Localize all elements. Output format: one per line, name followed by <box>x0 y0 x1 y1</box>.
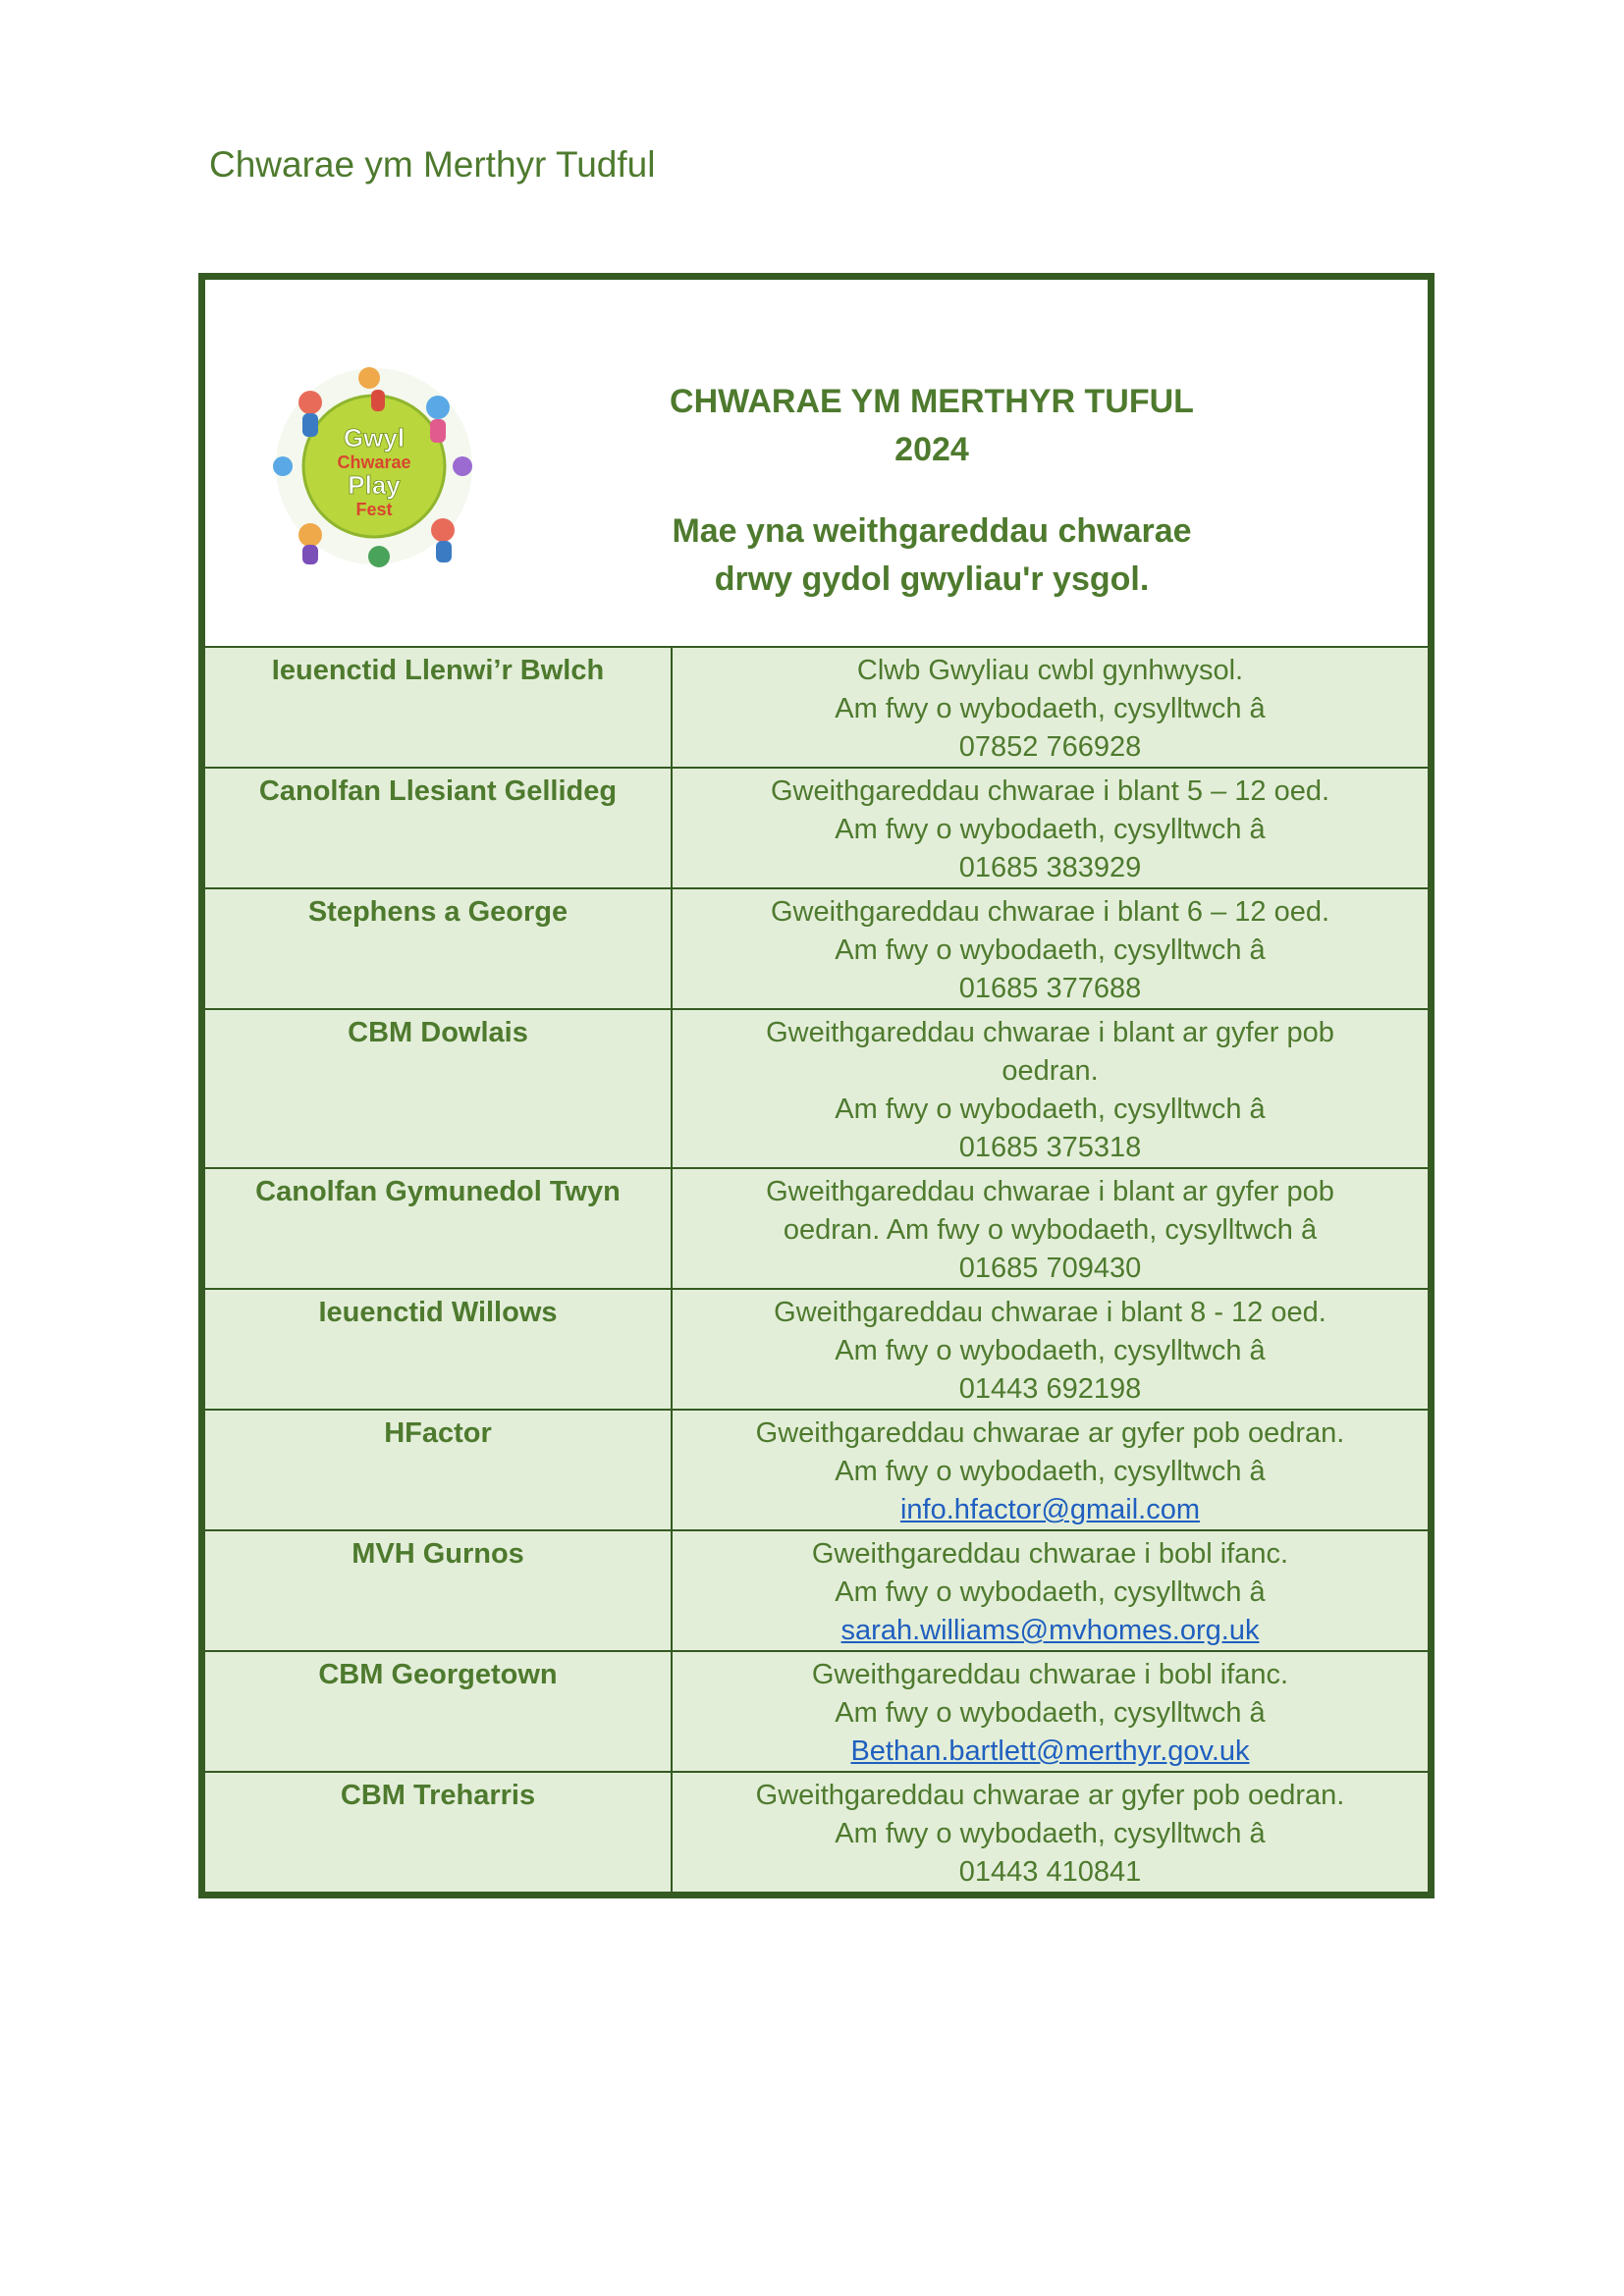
provider-name: Ieuenctid Willows <box>205 1289 672 1410</box>
table-row <box>205 1009 1428 1168</box>
banner-subtitle-line-1: Mae yna weithgareddau chwarae <box>672 512 1192 550</box>
contact-line <box>684 1491 1416 1529</box>
provider-detail-line: Gweithgareddau chwarae i blant 5 – 12 oed. <box>770 775 1330 807</box>
provider-details <box>672 1168 1428 1289</box>
contact-email-link[interactable]: sarah.williams@mvhomes.org.uk <box>840 1615 1260 1646</box>
provider-detail-line: Gweithgareddau chwarae i blant 6 – 12 oed. <box>770 896 1330 928</box>
contact-phone: 01685 377688 <box>958 973 1142 1004</box>
contact-phone: 01685 375318 <box>958 1132 1142 1163</box>
logo-text-fest: Fest <box>355 500 393 519</box>
table-row <box>205 1410 1428 1530</box>
banner-title-line-2: 2024 <box>894 431 969 468</box>
provider-detail-line: Gweithgareddau chwarae i blant ar gyfer pob <box>766 1017 1334 1048</box>
provider-detail-line: Am fwy o wybodaeth, cysylltwch â <box>835 1456 1266 1487</box>
contact-email-link[interactable]: info.hfactor@gmail.com <box>899 1494 1201 1525</box>
provider-name: Canolfan Llesiant Gellideg <box>205 768 672 888</box>
provider-detail-line: Gweithgareddau chwarae i blant ar gyfer pob <box>766 1176 1334 1207</box>
banner-subtitle-line-2: drwy gydol gwyliau'r ysgol. <box>714 561 1150 598</box>
logo-text-chwarae: Chwarae <box>337 453 411 472</box>
provider-detail-line: Gweithgareddau chwarae ar gyfer pob oedran. <box>755 1780 1345 1811</box>
provider-detail-line: oedran. Am fwy o wybodaeth, cysylltwch â <box>783 1214 1318 1246</box>
provider-details <box>672 648 1428 768</box>
provider-details <box>672 1289 1428 1410</box>
banner-title-line-1: CHWARAE YM MERTHYR TUFUL <box>670 383 1194 420</box>
contact-phone: 01685 709430 <box>958 1253 1142 1284</box>
provider-detail-line: Gweithgareddau chwarae i blant 8 - 12 oed. <box>774 1297 1326 1328</box>
contact-email-link[interactable]: Bethan.bartlett@merthyr.gov.uk <box>850 1735 1250 1767</box>
provider-details <box>672 1530 1428 1651</box>
provider-detail-line: Am fwy o wybodaeth, cysylltwch â <box>835 693 1266 724</box>
banner-text <box>667 378 1197 604</box>
provider-detail-line: Am fwy o wybodaeth, cysylltwch â <box>835 1697 1266 1729</box>
table-row <box>205 1651 1428 1772</box>
table-row <box>205 1289 1428 1410</box>
table-row <box>205 1530 1428 1651</box>
provider-name: HFactor <box>205 1410 672 1530</box>
logo-text-play: Play <box>348 470 401 500</box>
document-heading: Chwarae ym Merthyr Tudful <box>209 144 656 185</box>
provider-detail-line: Am fwy o wybodaeth, cysylltwch â <box>835 1576 1266 1608</box>
contact-line <box>684 1733 1416 1771</box>
provider-detail-line: Gweithgareddau chwarae i bobl ifanc. <box>811 1538 1289 1570</box>
table-row <box>205 1772 1428 1892</box>
contact-phone: 01443 692198 <box>958 1373 1142 1405</box>
provider-detail-line: Am fwy o wybodaeth, cysylltwch â <box>835 1818 1266 1849</box>
table-row <box>205 1168 1428 1289</box>
contact-phone: 01443 410841 <box>958 1856 1142 1888</box>
provider-detail-line: Clwb Gwyliau cwbl gynhwysol. <box>856 655 1244 686</box>
table-row <box>205 768 1428 888</box>
provider-details <box>672 1651 1428 1772</box>
provider-name: CBM Georgetown <box>205 1651 672 1772</box>
provider-detail-line: Am fwy o wybodaeth, cysylltwch â <box>835 1335 1266 1366</box>
table-row <box>205 888 1428 1009</box>
providers-table <box>205 648 1428 1892</box>
provider-name: Ieuenctid Llenwi’r Bwlch <box>205 648 672 768</box>
provider-name: CBM Treharris <box>205 1772 672 1892</box>
provider-detail-line: Gweithgareddau chwarae i bobl ifanc. <box>811 1659 1289 1690</box>
provider-detail-line: Gweithgareddau chwarae ar gyfer pob oedran. <box>755 1417 1345 1449</box>
banner <box>205 280 1428 648</box>
provider-name: MVH Gurnos <box>205 1530 672 1651</box>
contact-phone: 07852 766928 <box>958 731 1142 763</box>
contact-phone: 01685 383929 <box>958 852 1142 883</box>
provider-name: CBM Dowlais <box>205 1009 672 1168</box>
provider-name: Stephens a George <box>205 888 672 1009</box>
provider-detail-line: Am fwy o wybodaeth, cysylltwch â <box>835 1094 1266 1125</box>
logo-text-gwyl: Gwyl <box>343 423 406 453</box>
provider-name: Canolfan Gymunedol Twyn <box>205 1168 672 1289</box>
banner-title <box>667 378 1197 474</box>
contact-line <box>684 1612 1416 1650</box>
provider-detail-line: Am fwy o wybodaeth, cysylltwch â <box>835 934 1266 966</box>
banner-subtitle <box>667 507 1197 604</box>
provider-detail-line: Am fwy o wybodaeth, cysylltwch â <box>835 814 1266 845</box>
gwyl-chwarae-play-fest-logo <box>251 348 497 579</box>
provider-details <box>672 1772 1428 1892</box>
provider-details <box>672 888 1428 1009</box>
playscheme-table-frame <box>198 273 1435 1898</box>
provider-details <box>672 1009 1428 1168</box>
provider-details <box>672 768 1428 888</box>
provider-detail-line: oedran. <box>1001 1055 1099 1087</box>
provider-details <box>672 1410 1428 1530</box>
table-row <box>205 648 1428 768</box>
